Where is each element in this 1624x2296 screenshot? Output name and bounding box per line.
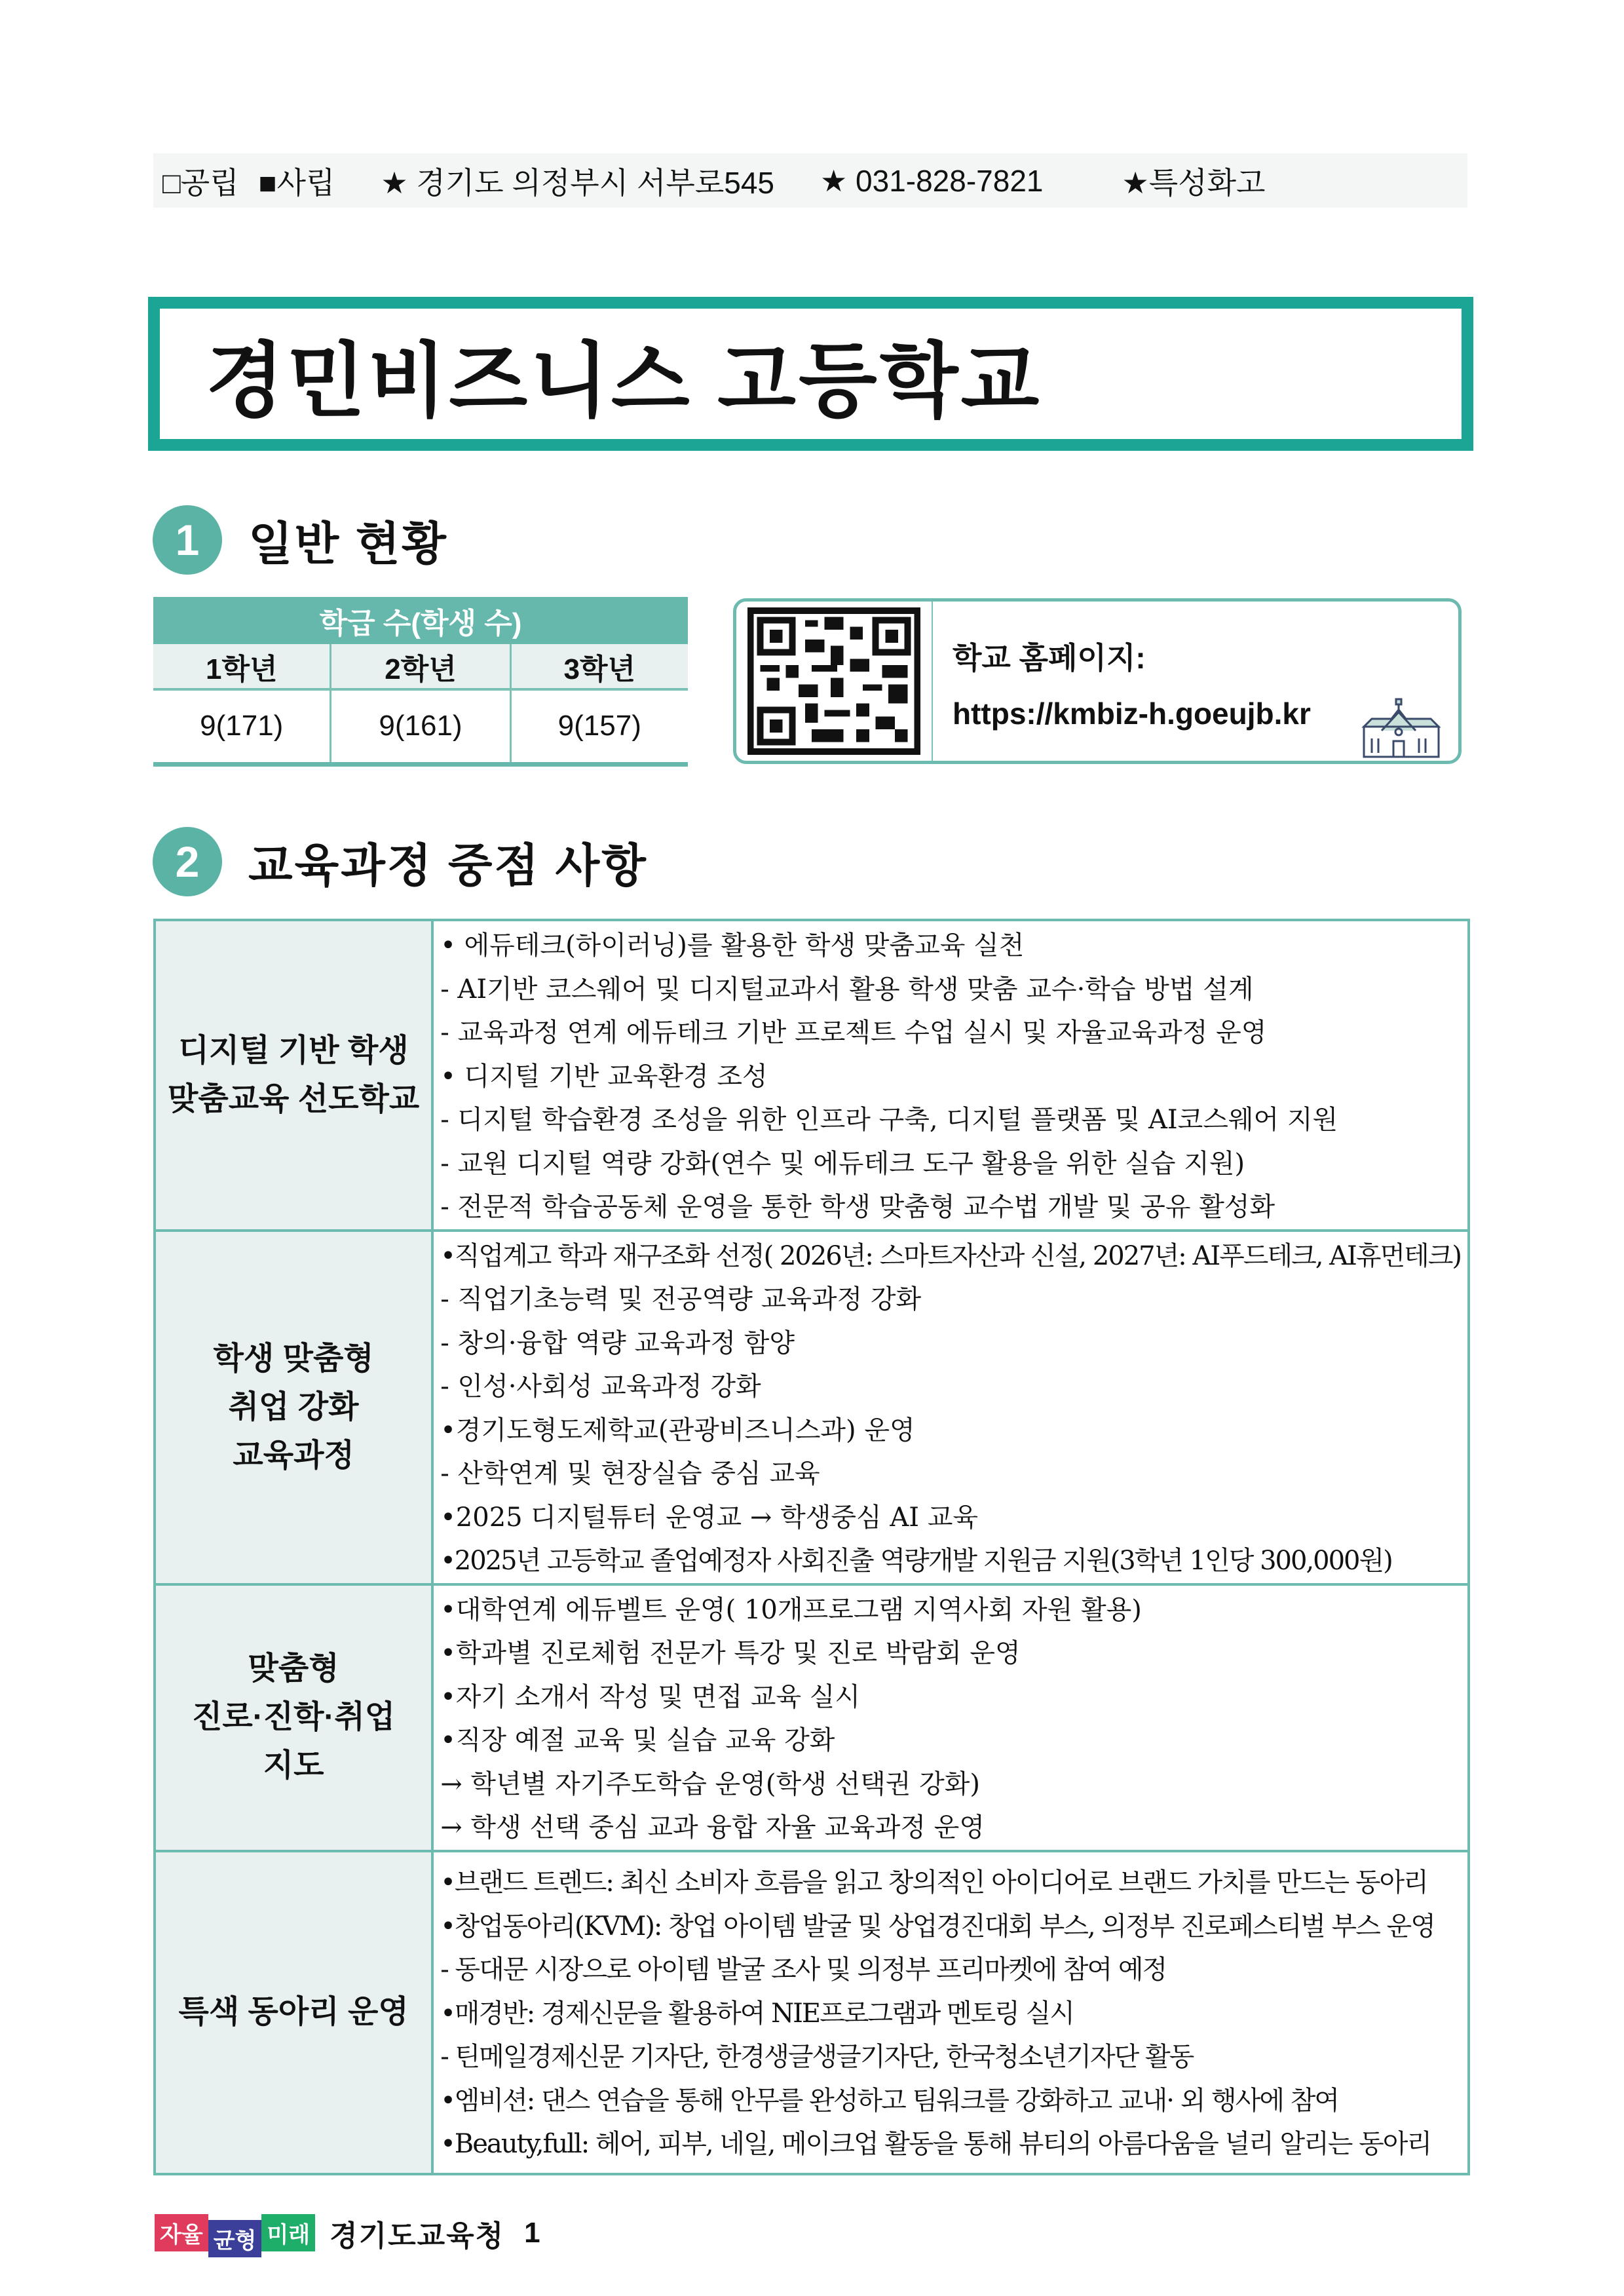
list-item: •브랜드 트렌드: 최신 소비자 흐름을 읽고 창의적인 아이디어로 브랜드 가치를 만드는 동아리	[440, 1867, 1427, 1898]
row-label	[155, 920, 432, 1231]
list-item: • 디지털 기반 교육환경 조성	[440, 1061, 768, 1092]
list-item: •경기도형도제학교(관광비즈니스과) 운영	[440, 1415, 915, 1445]
list-item: •엠비션: 댄스 연습을 통해 안무를 완성하고 팀워크를 강화하고 교내· 외 행사에 참여	[440, 2085, 1338, 2116]
logo-word: 미래	[261, 2214, 315, 2251]
row-label	[155, 1231, 432, 1584]
homepage-box	[733, 598, 1462, 764]
list-item: • 에듀테크(하이러닝)를 활용한 학생 맞춤교육 실천	[440, 930, 1025, 961]
table-header: 학급 수(학생 수)	[153, 597, 688, 644]
table-row	[155, 1231, 1469, 1584]
list-item: - 인성·사회성 교육과정 강화	[440, 1371, 761, 1402]
section-1-heading	[153, 505, 448, 575]
section-number-badge: 1	[153, 505, 222, 575]
logo-word: 자율	[155, 2214, 208, 2251]
list-item: •직업계고 학과 재구조화 선정( 2026년: 스마트자산과 신설, 2027년: AI푸드테크, AI휴먼테크)	[440, 1240, 1461, 1271]
label-line: 맞춤형	[248, 1651, 339, 1686]
page-title: 경민비즈니스 고등학교	[206, 335, 1042, 427]
school-type: ★특성화고	[1122, 165, 1266, 200]
public-checkbox-label: □공립	[162, 165, 239, 200]
label-line: 취업 강화	[228, 1389, 359, 1425]
column-header: 1학년	[153, 644, 331, 689]
label-line: 지도	[263, 1748, 324, 1783]
table-cell: 9(171)	[153, 689, 331, 764]
table-row	[155, 1584, 1469, 1851]
list-item: - 산학연계 및 현장실습 중심 교육	[440, 1459, 820, 1489]
list-item: •2025년 고등학교 졸업예정자 사회진출 역량개발 지원금 지원(3학년 1인당 300,000원)	[440, 1546, 1392, 1576]
organization-name: 경기도교육청	[330, 2219, 505, 2252]
row-content	[432, 1231, 1469, 1584]
phone: ★ 031-828-7821	[820, 163, 1044, 198]
list-item: - 전문적 학습공동체 운영을 통한 학생 맞춤형 교수법 개발 및 공유 활성화	[440, 1192, 1275, 1222]
row-content	[432, 920, 1469, 1231]
column-header: 3학년	[510, 644, 688, 689]
private-checkbox-label: ■사립	[258, 165, 335, 200]
list-item: •매경반: 경제신문을 활용하여 NIE프로그램과 멘토링 실시	[440, 1998, 1074, 2029]
row-label	[155, 1851, 432, 2174]
homepage-label: 학교 홈페이지:	[953, 641, 1146, 675]
list-item: → 학년별 자기주도학습 운영(학생 선택권 강화)	[440, 1769, 981, 1799]
section-title: 교육과정 중점 사항	[248, 839, 648, 891]
footer	[155, 2208, 542, 2257]
label-line: 진로·진학·취업	[192, 1700, 396, 1734]
column-header: 2학년	[331, 644, 510, 689]
list-item: - 창의·융합 역량 교육과정 함양	[440, 1328, 795, 1358]
list-item: •2025 디지털튜터 운영교 → 학생중심 AI 교육	[440, 1502, 979, 1533]
label-line: 맞춤교육 선도학교	[167, 1081, 420, 1117]
list-item: - AI기반 코스웨어 및 디지털교과서 활용 학생 맞춤 교수·학습 방법 설계	[440, 974, 1254, 1004]
list-item: •학과별 진로체험 전문가 특강 및 진로 박람회 운영	[440, 1638, 1021, 1668]
homepage-info	[933, 602, 1458, 761]
list-item: - 교원 디지털 역량 강화(연수 및 에듀테크 도구 활용을 위한 실습 지원)	[440, 1148, 1245, 1179]
table-row	[155, 920, 1469, 1231]
logo-word: 균형	[208, 2220, 262, 2257]
table-cell: 9(161)	[331, 689, 510, 764]
list-item: - 직업기초능력 및 전공역량 교육과정 강화	[440, 1284, 922, 1314]
list-item: •자기 소개서 작성 및 면접 교육 실시	[440, 1681, 861, 1712]
label-line: 특색 동아리 운영	[178, 1995, 409, 2029]
qr-code[interactable]	[736, 602, 933, 761]
homepage-link[interactable]: https://kmbiz-h.goeujb.kr	[953, 697, 1311, 731]
school-info-bar	[153, 153, 1467, 208]
row-content	[432, 1584, 1469, 1851]
label-line: 학생 맞춤형	[213, 1341, 374, 1376]
list-item: •대학연계 에듀벨트 운영( 10개프로그램 지역사회 자원 활용)	[440, 1594, 1142, 1625]
list-item: - 교육과정 연계 에듀테크 기반 프로젝트 수업 실시 및 자율교육과정 운영	[440, 1018, 1267, 1048]
address: ★ 경기도 의정부시 서부로545	[381, 165, 775, 200]
table-cell: 9(157)	[510, 689, 688, 764]
label-line: 디지털 기반 학생	[178, 1033, 409, 1068]
row-content	[432, 1851, 1469, 2174]
page-number: 1	[524, 2216, 542, 2249]
section-2-heading	[153, 827, 648, 896]
table-row	[155, 1851, 1469, 2174]
section-number-badge: 2	[153, 827, 222, 896]
list-item: → 학생 선택 중심 교과 융합 자율 교육과정 운영	[440, 1812, 985, 1843]
list-item: •Beauty,full: 헤어, 피부, 네일, 메이크업 활동을 통해 뷰티의 아름다움을 널리 알리는 동아리	[440, 2129, 1431, 2160]
list-item: •창업동아리(KVM): 창업 아이템 발굴 및 상업경진대회 부스, 의정부 진로페스티벌 부스 운영	[440, 1911, 1435, 1942]
curriculum-table	[153, 919, 1470, 2175]
school-building-icon	[1359, 698, 1444, 758]
list-item: - 디지털 학습환경 조성을 위한 인프라 구축, 디지털 플랫폼 및 AI코스웨어 지원	[440, 1105, 1338, 1135]
list-item: - 틴메일경제신문 기자단, 한경생글생글기자단, 한국청소년기자단 활동	[440, 2042, 1194, 2073]
row-label	[155, 1584, 432, 1851]
section-title: 일반 현황	[248, 518, 448, 569]
list-item: •직장 예절 교육 및 실습 교육 강화	[440, 1725, 835, 1755]
title-box	[148, 297, 1473, 451]
label-line: 교육과정	[233, 1438, 354, 1473]
list-item: - 동대문 시장으로 아이템 발굴 조사 및 의정부 프리마켓에 참여 예정	[440, 1955, 1167, 1985]
class-count-table	[153, 597, 688, 767]
